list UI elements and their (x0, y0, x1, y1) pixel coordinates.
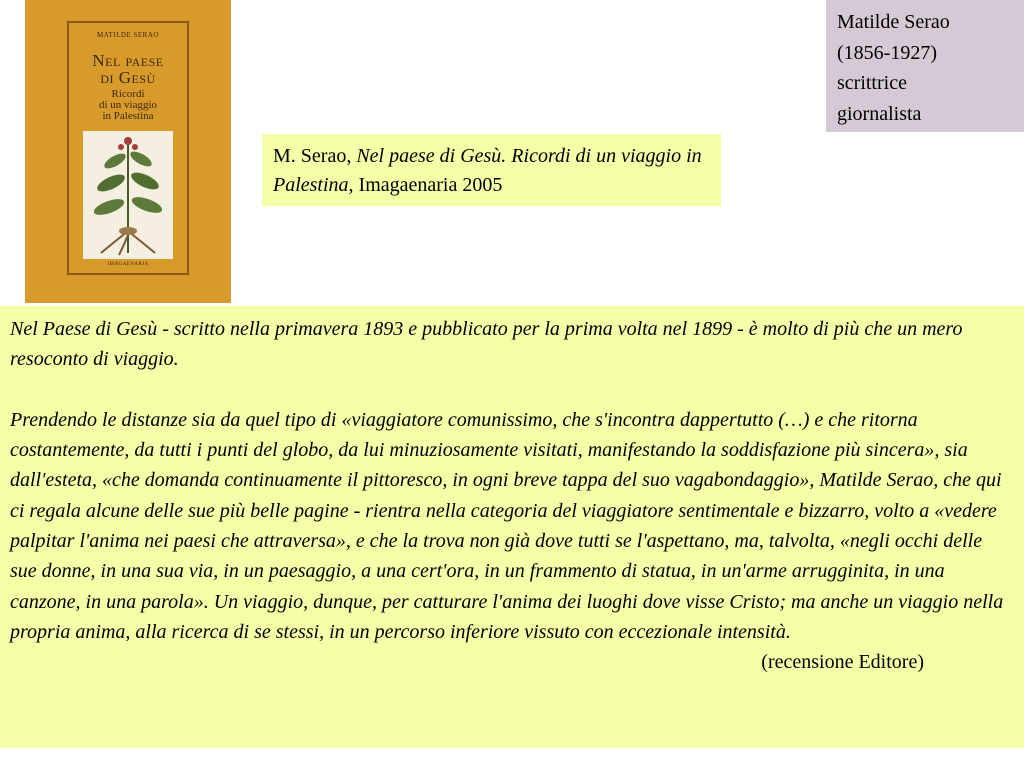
review-paragraph: Prendendo le distanze sia da quel tipo di «viaggiatore comunissimo, che s'incontra dappertutto (…) e che ritorna costantemente, da tutti i punti del globo, da lui minuziosamente visitati, manifestando la soddisfazione più sincera», sia dall'esteta, «che domanda continuamente il pittoresco, in ogni breve tappa del suo vagabondaggio», Matilde Serao, che qui ci regala alcune delle sue più belle pagine - rientra nella categoria del viaggiatore sentimentale e bizzarro, volto a «vedere palpitar l'anima nei paesi che attraversa», e che la trova non già dove tutti se l'aspettano, ma, talvolta, «negli occhi delle sue donne, in una sua via, in un paesaggio, a una cert'ora, in un frammento di statua, in un'arme arrugginita, in una canzone, in una parola». Un viaggio, dunque, per catturare l'anima dei luoghi dove visse Cristo; ma anche un viaggio nella propria anima, alla ricerca di se stessi, in un percorso inferiore vissuto con eccezionale intensità. (10, 408, 1004, 643)
author-role: giornalista (837, 102, 922, 125)
cover-publisher: IMAGAENARIA (107, 262, 149, 267)
cover-frame (67, 21, 189, 275)
citation-author: M. Serao, (273, 145, 357, 167)
cover-subtitle-line: di un viaggio (98, 99, 158, 111)
cover-subtitle-line: Ricordi (111, 88, 145, 100)
review-box (0, 306, 1024, 748)
author-role: scrittrice (837, 72, 907, 94)
cover-subtitle (69, 89, 187, 122)
cover-title-line: Nel paese (92, 51, 164, 70)
cover-title (69, 52, 187, 86)
cover-author: MATILDE SERAO (97, 31, 159, 39)
review-paragraph: Nel Paese di Gesù - scritto nella primavera 1893 e pubblicato per la prima volta nel 1899 - è molto di più che un mero resoconto di viaggio. (10, 318, 963, 371)
book-cover-image (25, 0, 231, 303)
author-info-box (826, 0, 1024, 132)
cover-subtitle-line: in Palestina (102, 110, 154, 122)
citation-publisher: , Imagaenaria 2005 (348, 174, 503, 196)
citation-title: Nel paese di Gesù. Ricordi di un viaggio in Palestina (273, 145, 702, 196)
review-credit: (recensione Editore) (761, 651, 924, 674)
author-name: Matilde Serao (837, 11, 950, 33)
cover-title-line: di Gesù (100, 68, 156, 87)
plant-illustration-icon (83, 131, 173, 259)
author-dates: (1856-1927) (837, 41, 937, 64)
citation-box (262, 134, 721, 206)
